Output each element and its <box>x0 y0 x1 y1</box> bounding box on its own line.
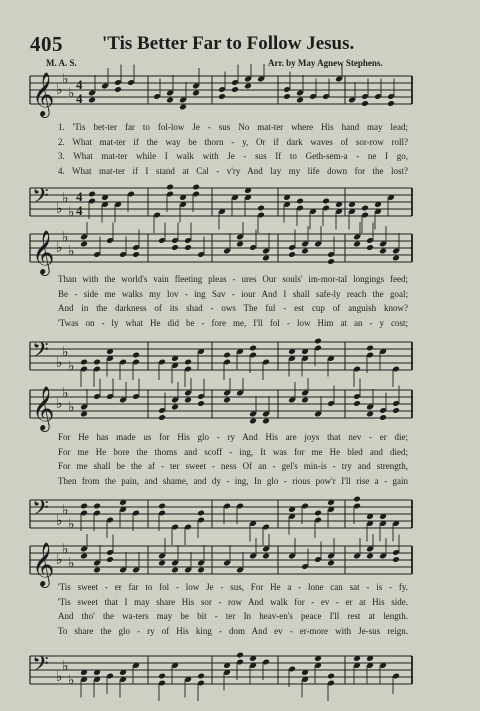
note-head <box>93 503 101 510</box>
lyric-line: Then from the pain, and shame, and dy - ing, In glo - rious pow'r I'll rise a - gain <box>58 475 408 486</box>
note-head <box>184 244 192 251</box>
note-head <box>114 86 122 93</box>
flat-sign-icon: ♭ <box>62 71 69 88</box>
lyric-line: 4. What mat-ter if I stand at Cal - v'ry And lay my life down for the lost? <box>58 165 408 176</box>
note-head <box>93 567 101 574</box>
note-head <box>353 241 361 248</box>
lyric-line: And tho' the wa-ters may be bit - ter In heav-en's peace I'll rest at length. <box>58 611 408 621</box>
flat-sign-icon: ♭ <box>56 669 63 685</box>
note-head <box>249 345 257 352</box>
time-signature-top: 4 <box>76 189 83 204</box>
note-head <box>80 553 88 560</box>
lyric-line: 1. 'Tis bet-ter far to fol-low Je - sus No mat-ter where His hand may lead; <box>58 122 408 132</box>
note-head <box>327 560 335 567</box>
note-head <box>171 404 179 411</box>
hymn-number: 405 <box>30 32 63 56</box>
note-head <box>197 510 205 517</box>
lyric-line: 2. What mat-ter if the way be thorn - y, Or if dark waves of sor-row roll? <box>58 136 408 147</box>
flat-sign-icon: ♭ <box>62 658 69 675</box>
note-head <box>197 673 205 680</box>
note-head <box>301 248 309 255</box>
note-head <box>314 338 322 345</box>
hymn-title: 'Tis Better Far to Follow Jesus. <box>102 33 355 54</box>
note-head <box>322 198 330 205</box>
note-head <box>361 100 369 107</box>
lyric-line: 'Tis sweet that I may share His sor - row And walk for - ev - er at His side. <box>58 596 408 607</box>
flat-sign-icon: ♭ <box>56 240 63 256</box>
flat-sign-icon: ♭ <box>68 672 75 689</box>
treble-staff-1 <box>0 64 480 122</box>
note-head <box>366 244 374 251</box>
note-head <box>262 255 270 262</box>
note-head <box>80 359 88 366</box>
note-head <box>223 352 231 359</box>
note-head <box>93 359 101 366</box>
treble-clef-icon: 𝄞 <box>32 386 55 430</box>
note-head <box>353 400 361 407</box>
bass-clef-icon: 𝄢 <box>32 338 49 368</box>
lyric-line: 'Twas on - ly what He did be - fore me, I'll fol - low Him at an - y cost; <box>58 317 408 328</box>
flat-sign-icon: ♭ <box>68 85 75 102</box>
flat-sign-icon: ♭ <box>62 541 69 558</box>
time-signature-bottom: 4 <box>76 91 83 106</box>
lyric-line: Be - side me walks my lov - ing Sav - iour And I shall safe-ly reach the goal; <box>58 288 408 299</box>
flat-sign-icon: ♭ <box>68 399 75 416</box>
note-head <box>301 397 309 404</box>
note-head <box>288 251 296 258</box>
note-head <box>262 418 270 425</box>
note-head <box>262 553 270 560</box>
flat-sign-icon: ♭ <box>56 82 63 98</box>
note-head <box>218 93 226 100</box>
flat-sign-icon: ♭ <box>68 516 75 533</box>
flat-sign-icon: ♭ <box>68 358 75 375</box>
lyrics-block-2 <box>58 272 408 330</box>
note-head <box>223 397 231 404</box>
flat-sign-icon: ♭ <box>62 502 69 519</box>
note-head <box>192 184 200 191</box>
note-head <box>197 567 205 574</box>
lyrics-block-4 <box>58 580 408 638</box>
note-head <box>379 414 387 421</box>
flat-sign-icon: ♭ <box>62 190 69 207</box>
treble-clef-icon: 𝄞 <box>32 72 55 116</box>
note-head <box>296 97 304 104</box>
flat-sign-icon: ♭ <box>62 229 69 246</box>
flat-sign-icon: ♭ <box>62 385 69 402</box>
note-head <box>379 248 387 255</box>
treble-clef-icon: 𝄞 <box>32 230 55 274</box>
note-head <box>158 503 166 510</box>
note-head <box>366 411 374 418</box>
bass-clef-icon: 𝄢 <box>32 652 49 682</box>
note-head <box>314 510 322 517</box>
note-head <box>88 191 96 198</box>
treble-staff-3 <box>0 378 480 436</box>
flat-sign-icon: ♭ <box>56 201 63 217</box>
note-head <box>327 258 335 265</box>
note-head <box>171 567 179 574</box>
note-head <box>184 359 192 366</box>
flat-sign-icon: ♭ <box>68 243 75 260</box>
note-head <box>179 104 187 111</box>
lyric-line: For me He bore the thorns and scoff - ing, It was for me He bled and died; <box>58 446 408 457</box>
lyric-line: 'Tis sweet - er far to fol - low Je - sus, For He a - lone can sat - is - fy. <box>58 582 408 592</box>
note-head <box>166 184 174 191</box>
note-head <box>366 345 374 352</box>
note-head <box>158 673 166 680</box>
arranger-credit: Arr. by May Agnew Stephens. <box>268 58 383 68</box>
lyric-line: And in the darkness of its shad - ows The ful - est cup of anguish know? <box>58 303 408 313</box>
note-head <box>244 83 252 90</box>
flat-sign-icon: ♭ <box>68 555 75 572</box>
flat-sign-icon: ♭ <box>68 204 75 221</box>
note-head <box>192 90 200 97</box>
bass-clef-icon: 𝄢 <box>32 496 49 526</box>
flat-sign-icon: ♭ <box>56 396 63 412</box>
lyrics-block-1 <box>58 120 408 178</box>
note-head <box>296 198 304 205</box>
note-head <box>80 411 88 418</box>
treble-clef-icon: 𝄞 <box>32 542 55 586</box>
note-head <box>283 93 291 100</box>
lyric-line: For He has made us for His glo - ry And His are joys that nev - er die; <box>58 432 408 442</box>
note-head <box>158 560 166 567</box>
note-head <box>236 241 244 248</box>
lyric-line: Than with the world's vain fleeting pleas - ures Our souls' im-mor-tal longings feed; <box>58 274 408 284</box>
note-head <box>361 205 369 212</box>
lyric-line: 3. What mat-ter while I walk with Je - sus If to Geth-sem-a - ne I go, <box>58 151 408 161</box>
flat-sign-icon: ♭ <box>62 344 69 361</box>
note-head <box>366 553 374 560</box>
note-head <box>236 652 244 659</box>
note-head <box>184 397 192 404</box>
flat-sign-icon: ♭ <box>56 355 63 371</box>
note-head <box>249 418 257 425</box>
composer-initials: M. A. S. <box>46 58 77 68</box>
note-head <box>392 407 400 414</box>
flat-sign-icon: ♭ <box>56 552 63 568</box>
note-head <box>231 86 239 93</box>
note-head <box>387 100 395 107</box>
note-head <box>171 244 179 251</box>
note-head <box>166 97 174 104</box>
note-head <box>106 556 114 563</box>
lyric-line: For me shall be the af - ter sweet - ness Of an - gel's min-is - try and strength, <box>58 461 408 471</box>
lyric-line: To share the glo - ry of His king - dom And ev - er-more with Je-sus reign. <box>58 625 408 636</box>
note-head <box>327 673 335 680</box>
note-head <box>257 205 265 212</box>
bass-staff-4 <box>0 644 480 702</box>
time-signature-top: 4 <box>76 77 83 92</box>
lyrics-block-3 <box>58 430 408 488</box>
note-head <box>392 556 400 563</box>
note-head <box>80 503 88 510</box>
note-head <box>88 97 96 104</box>
time-signature-bottom: 4 <box>76 203 83 218</box>
flat-sign-icon: ♭ <box>56 513 63 529</box>
note-head <box>353 496 361 503</box>
note-head <box>132 352 140 359</box>
note-head <box>132 251 140 258</box>
note-head <box>392 255 400 262</box>
note-head <box>158 414 166 421</box>
bass-clef-icon: 𝄢 <box>32 184 49 214</box>
note-head <box>80 241 88 248</box>
note-head <box>197 400 205 407</box>
